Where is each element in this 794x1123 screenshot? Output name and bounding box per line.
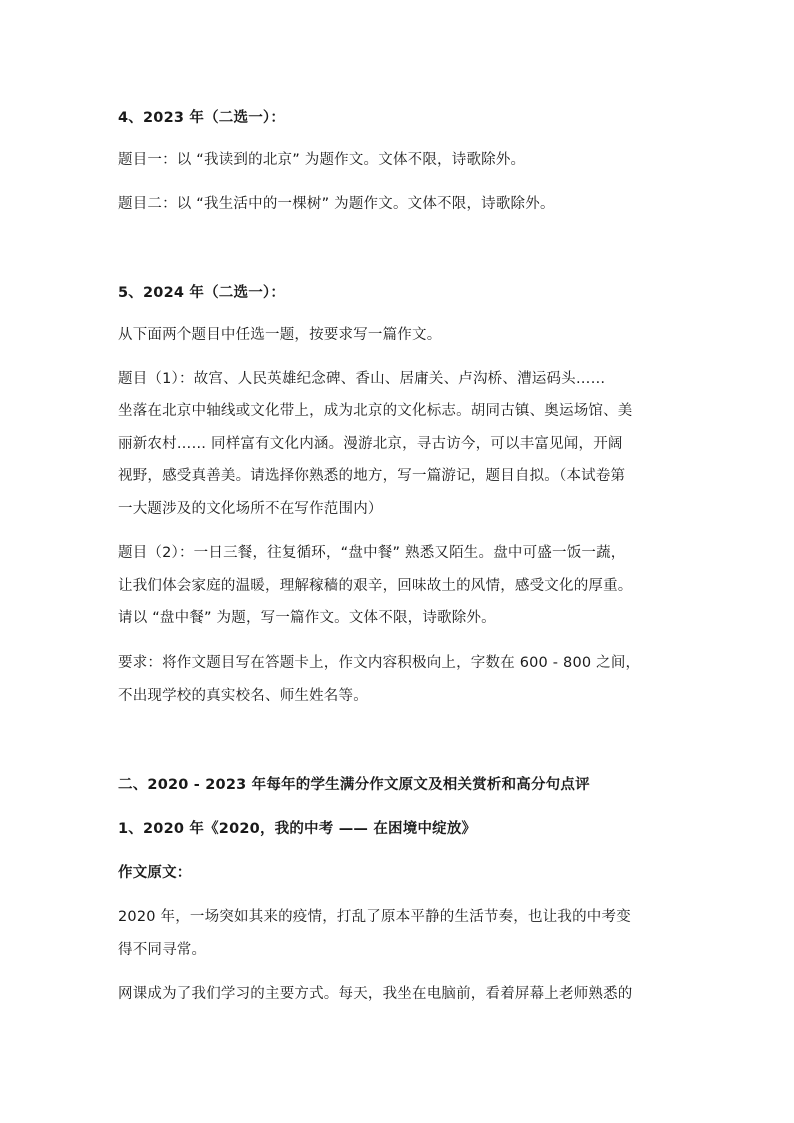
section5-topic1-line: 视野，感受真善美。请选择你熟悉的地方，写一篇游记，题目自拟。（本试卷第 (118, 468, 626, 484)
essay-paragraph-line: 2020 年，一场突如其来的疫情，打乱了原本平静的生活节奏，也让我的中考变 (118, 909, 631, 925)
section5-topic1-line: 题目（1）：故宫、人民英雄纪念碑、香山、居庸关、卢沟桥、漕运码头…… (118, 371, 606, 387)
section5-topic2-line: 让我们体会家庭的温暖，理解稼穑的艰辛，回味故土的风情，感受文化的厚重。 (118, 578, 633, 594)
section5-topic1-line: 丽新农村…… 同样富有文化内涵。漫游北京，寻古访今，可以丰富见闻，开阔 (118, 436, 623, 452)
section5-topic2-line: 请以 “盘中餐” 为题，写一篇作文。文体不限，诗歌除外。 (118, 610, 496, 626)
essay-paragraph-line: 得不同寻常。 (118, 942, 207, 958)
section5-heading: 5、2024 年（二选一）： (118, 285, 286, 301)
part2-heading: 二、2020 - 2023 年每年的学生满分作文原文及相关赏析和高分句点评 (118, 777, 590, 793)
section5-topic2-line: 题目（2）：一日三餐，往复循环，“盘中餐” 熟悉又陌生。盘中可盛一饭一蔬， (118, 545, 626, 561)
section4-topic2: 题目二：以 “我生活中的一棵树” 为题作文。文体不限，诗歌除外。 (118, 196, 555, 212)
section5-requirement-line: 要求：将作文题目写在答题卡上，作文内容积极向上，字数在 600 - 800 之间， (118, 655, 641, 671)
section5-intro: 从下面两个题目中任选一题，按要求写一篇作文。 (118, 327, 442, 343)
section4-topic1: 题目一：以 “我读到的北京” 为题作文。文体不限，诗歌除外。 (118, 152, 526, 168)
part2-sub1: 1、2020 年《2020，我的中考 —— 在困境中绽放》 (118, 821, 477, 837)
essay-paragraph-line: 网课成为了我们学习的主要方式。每天，我坐在电脑前，看着屏幕上老师熟悉的 (118, 986, 633, 1002)
original-label: 作文原文： (118, 865, 192, 881)
section4-heading: 4、2023 年（二选一）： (118, 110, 286, 126)
section5-topic1-line: 一大题涉及的文化场所不在写作范围内） (118, 501, 383, 517)
section5-requirement-line: 不出现学校的真实校名、师生姓名等。 (118, 688, 368, 704)
section5-topic1-line: 坐落在北京中轴线或文化带上，成为北京的文化标志。胡同古镇、奥运场馆、美 (118, 403, 633, 419)
